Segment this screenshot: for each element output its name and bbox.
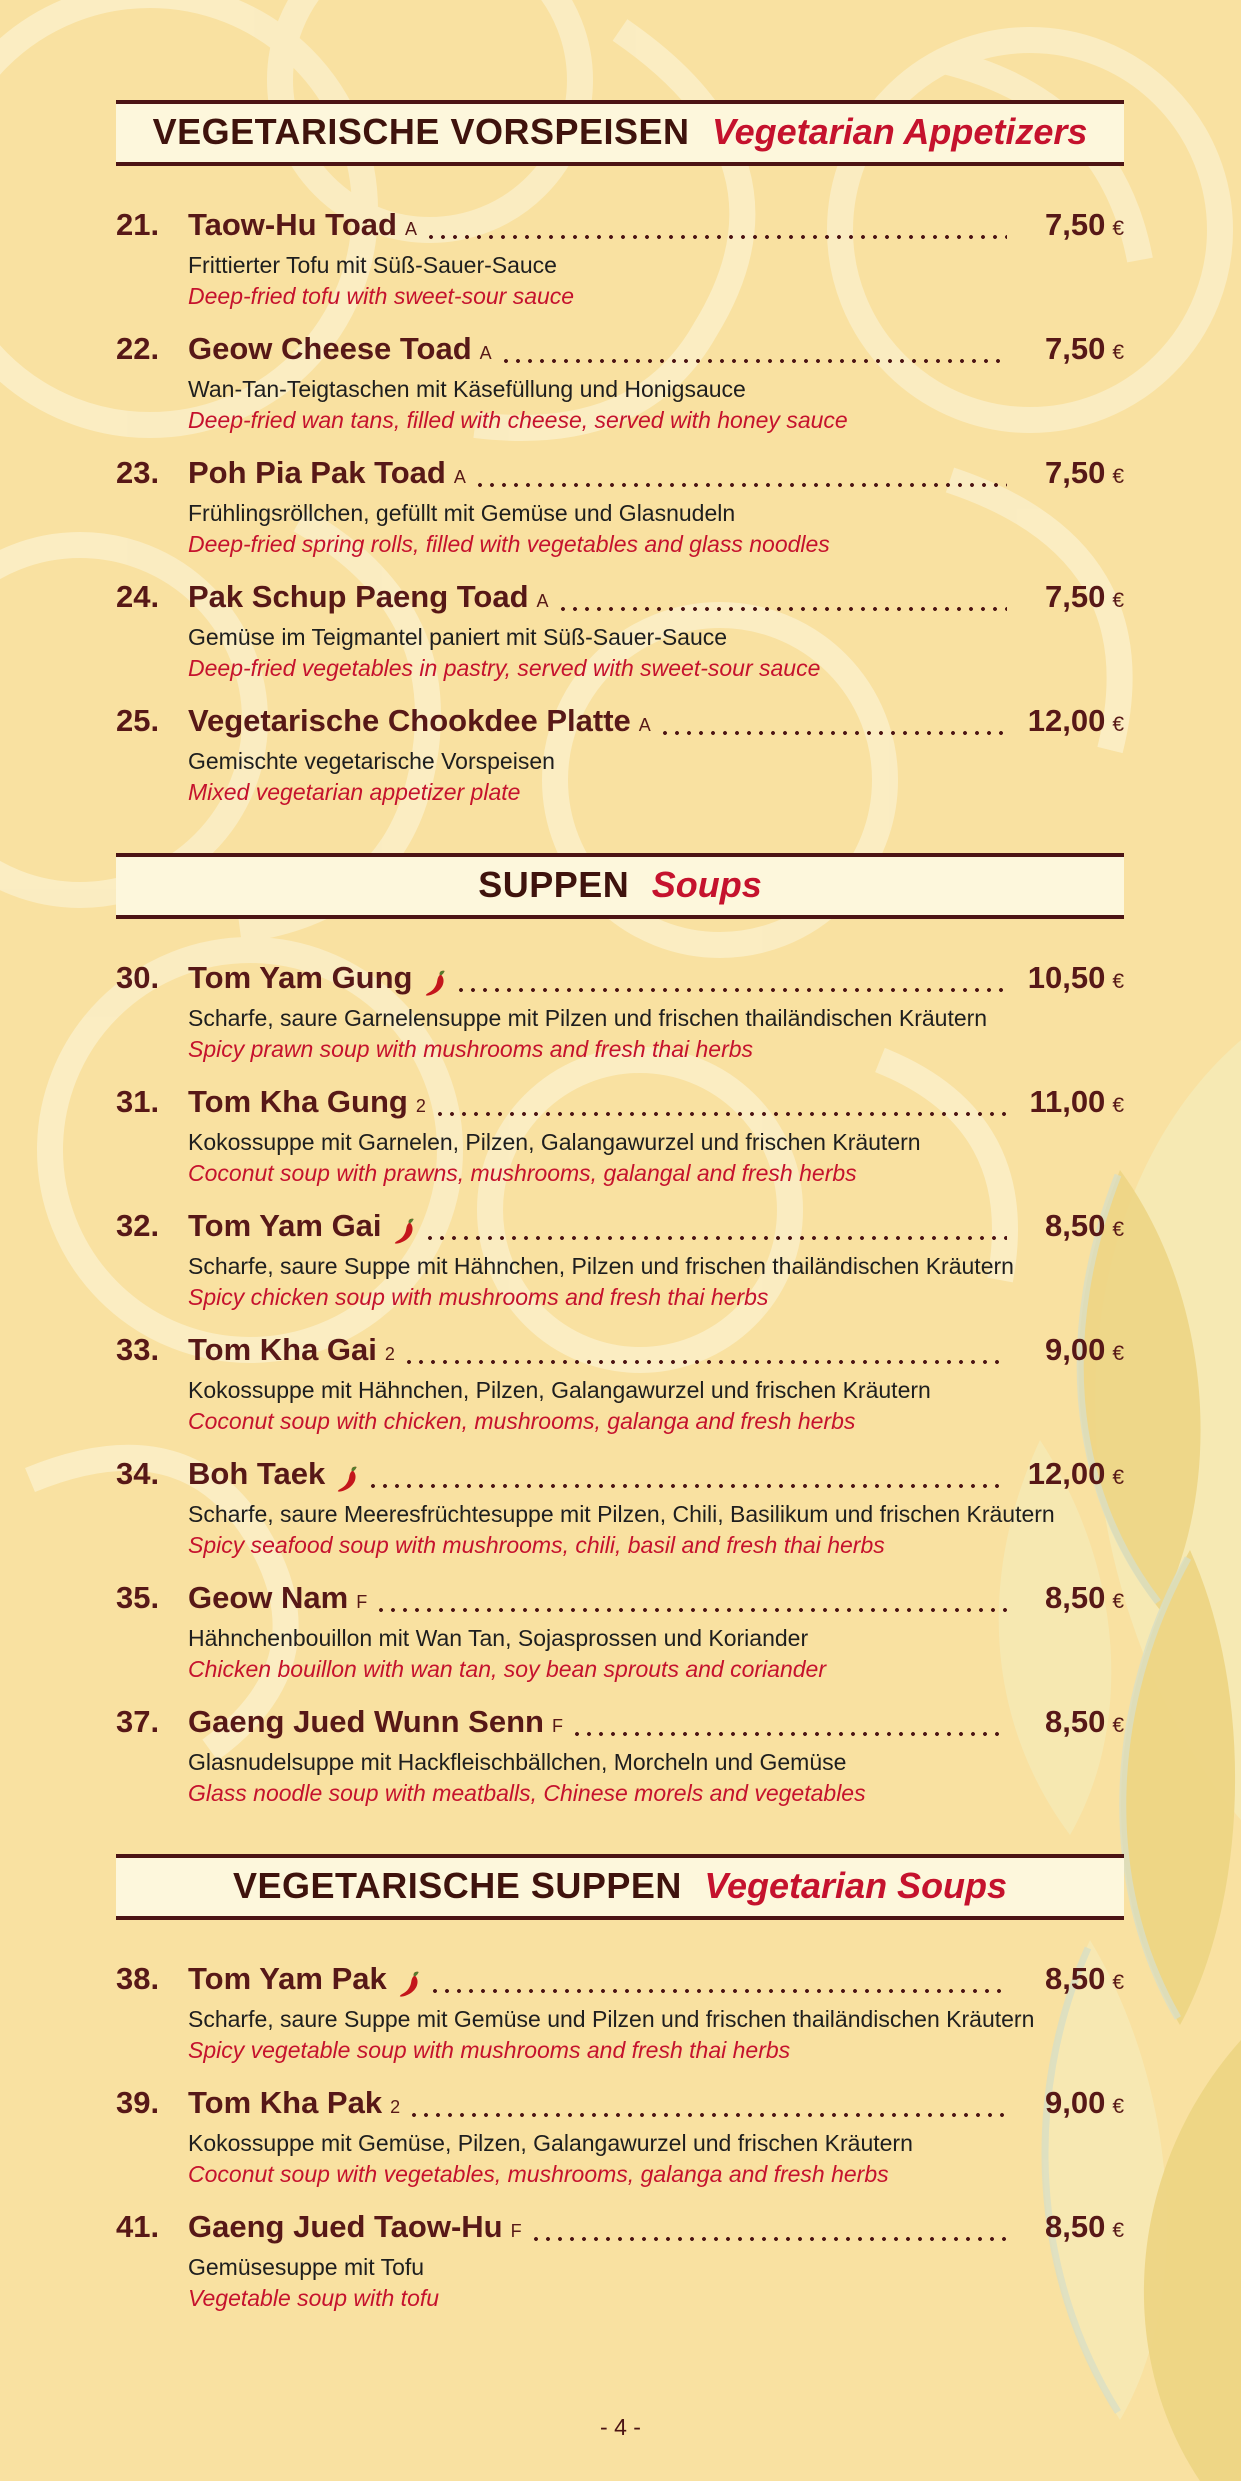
menu-item (116, 2084, 1124, 2189)
item-number: 30. (116, 960, 160, 995)
allergen-mark: F (551, 1716, 563, 1736)
allergen-mark: A (536, 591, 549, 611)
item-row (116, 1083, 1124, 1125)
item-title: Tom Yam Gung (188, 960, 413, 995)
dotted-leader (425, 235, 1007, 239)
item-title: Taow-Hu Toad (188, 207, 397, 242)
item-desc-en: Spicy seafood soup with mushrooms, chili, basil and fresh thai herbs (188, 1532, 885, 1558)
dotted-leader (408, 2113, 1007, 2117)
item-number: 41. (116, 2209, 160, 2244)
item-title: Pak Schup Paeng Toad (188, 579, 529, 614)
section-title-en: Soups (651, 864, 762, 905)
dotted-leader (659, 731, 1008, 735)
dotted-leader (530, 2237, 1008, 2241)
item-desc-en: Coconut soup with vegetables, mushrooms, galanga and fresh herbs (188, 2161, 889, 2187)
menu-item (116, 1703, 1124, 1808)
euro-sign: € (1112, 1094, 1124, 1117)
item-number: 32. (116, 1208, 160, 1243)
item-price: 10,50 (1027, 960, 1106, 995)
section-header (116, 1854, 1124, 1920)
euro-sign: € (1112, 465, 1124, 488)
item-row (116, 578, 1124, 620)
menu-item (116, 330, 1124, 435)
item-title: Tom Kha Gai (188, 1332, 377, 1367)
item-title: Tom Kha Gung (188, 1084, 408, 1119)
item-price: 11,00 (1029, 1084, 1106, 1119)
section-header (116, 853, 1124, 919)
item-number: 35. (116, 1580, 160, 1615)
item-number: 25. (116, 703, 160, 738)
item-row (116, 1207, 1124, 1249)
chili-icon (335, 1464, 359, 1494)
allergen-mark: 2 (415, 1096, 426, 1116)
item-number: 37. (116, 1704, 160, 1739)
menu-item (116, 1455, 1124, 1560)
item-price: 7,50 (1044, 331, 1106, 366)
item-desc-de: Wan-Tan-Teigtaschen mit Käsefüllung und Honigsauce (188, 376, 746, 402)
item-desc-en: Coconut soup with chicken, mushrooms, galanga and fresh herbs (188, 1408, 856, 1434)
allergen-mark: A (453, 467, 466, 487)
allergen-mark: A (479, 343, 492, 363)
menu-section (116, 1854, 1124, 2313)
item-row (116, 206, 1124, 248)
item-number: 23. (116, 455, 160, 490)
section-header (116, 100, 1124, 166)
item-number: 33. (116, 1332, 160, 1367)
section-items (116, 919, 1124, 1808)
item-number: 31. (116, 1084, 160, 1119)
dotted-leader (403, 1360, 1007, 1364)
dotted-leader (434, 1112, 1007, 1116)
section-items (116, 1920, 1124, 2313)
item-row (116, 2208, 1124, 2250)
item-price: 8,50 (1044, 1961, 1106, 1996)
euro-sign: € (1112, 1466, 1124, 1489)
euro-sign: € (1112, 713, 1124, 736)
item-desc-en: Glass noodle soup with meatballs, Chinese morels and vegetables (188, 1780, 866, 1806)
item-price: 8,50 (1044, 1704, 1106, 1739)
item-row (116, 1579, 1124, 1621)
dotted-leader (500, 359, 1008, 363)
euro-sign: € (1112, 341, 1124, 364)
euro-sign: € (1112, 970, 1124, 993)
item-title: Boh Taek (188, 1456, 326, 1491)
item-number: 24. (116, 579, 160, 614)
chili-icon (392, 1216, 416, 1246)
item-desc-en: Spicy vegetable soup with mushrooms and fresh thai herbs (188, 2037, 791, 2063)
euro-sign: € (1112, 217, 1124, 240)
item-desc-de: Scharfe, saure Garnelensuppe mit Pilzen und frischen thailändischen Kräutern (188, 1005, 988, 1031)
euro-sign: € (1112, 589, 1124, 612)
menu-item (116, 206, 1124, 311)
section-items (116, 166, 1124, 807)
allergen-mark: A (404, 219, 417, 239)
item-price: 12,00 (1027, 703, 1106, 738)
menu-content (116, 0, 1124, 2332)
item-title: Gaeng Jued Taow-Hu (188, 2209, 503, 2244)
item-desc-en: Spicy chicken soup with mushrooms and fresh thai herbs (188, 1284, 769, 1310)
item-number: 34. (116, 1456, 160, 1491)
section-title-de: VEGETARISCHE VORSPEISEN (152, 111, 690, 152)
dotted-leader (429, 1989, 1008, 1993)
item-desc-de: Gemüsesuppe mit Tofu (188, 2254, 425, 2280)
item-row (116, 330, 1124, 372)
item-title: Tom Yam Pak (188, 1961, 387, 1996)
item-title: Geow Nam (188, 1580, 349, 1615)
euro-sign: € (1112, 1342, 1124, 1365)
page-number: - 4 - (600, 2414, 641, 2440)
section-title-de: SUPPEN (478, 864, 630, 905)
item-desc-en: Deep-fried tofu with sweet-sour sauce (188, 283, 575, 309)
item-desc-de: Kokossuppe mit Gemüse, Pilzen, Galangawurzel und frischen Kräutern (188, 2130, 913, 2156)
euro-sign: € (1112, 1218, 1124, 1241)
allergen-mark: 2 (390, 2097, 401, 2117)
dotted-leader (367, 1484, 1007, 1488)
item-desc-de: Frühlingsröllchen, gefüllt mit Gemüse und Glasnudeln (188, 500, 736, 526)
menu-item (116, 1331, 1124, 1436)
euro-sign: € (1112, 1714, 1124, 1737)
allergen-mark: 2 (384, 1344, 395, 1364)
item-title: Tom Kha Pak (188, 2085, 383, 2120)
item-price: 9,00 (1044, 1332, 1106, 1367)
item-row (116, 1703, 1124, 1745)
chili-icon (423, 968, 447, 998)
allergen-mark: F (356, 1592, 368, 1612)
section-title-en: Vegetarian Appetizers (711, 111, 1088, 152)
item-desc-en: Deep-fried vegetables in pastry, served with sweet-sour sauce (188, 655, 821, 681)
item-price: 7,50 (1044, 207, 1106, 242)
menu-item (116, 702, 1124, 807)
item-row (116, 702, 1124, 744)
menu-item (116, 2208, 1124, 2313)
item-desc-en: Deep-fried spring rolls, filled with vegetables and glass noodles (188, 531, 830, 557)
item-desc-de: Glasnudelsuppe mit Hackfleischbällchen, Morcheln und Gemüse (188, 1749, 847, 1775)
dotted-leader (375, 1608, 1007, 1612)
euro-sign: € (1112, 2219, 1124, 2242)
menu-section (116, 100, 1124, 807)
item-row (116, 1960, 1124, 2002)
section-title-de: VEGETARISCHE SUPPEN (232, 1865, 682, 1906)
item-row (116, 959, 1124, 1001)
item-desc-en: Mixed vegetarian appetizer plate (188, 779, 521, 805)
item-price: 12,00 (1027, 1456, 1106, 1491)
dotted-leader (571, 1732, 1007, 1736)
menu-item (116, 578, 1124, 683)
allergen-mark: A (638, 715, 651, 735)
dotted-leader (474, 483, 1007, 487)
section-title-en: Vegetarian Soups (704, 1865, 1008, 1906)
item-desc-de: Gemüse im Teigmantel paniert mit Süß-Sauer-Sauce (188, 624, 728, 650)
item-title: Geow Cheese Toad (188, 331, 472, 366)
dotted-leader (424, 1236, 1008, 1240)
item-desc-en: Deep-fried wan tans, filled with cheese, served with honey sauce (188, 407, 848, 433)
allergen-mark: F (510, 2221, 522, 2241)
menu-item (116, 1207, 1124, 1312)
item-title: Poh Pia Pak Toad (188, 455, 446, 490)
item-desc-de: Gemischte vegetarische Vorspeisen (188, 748, 555, 774)
item-row (116, 1455, 1124, 1497)
item-price: 8,50 (1044, 1580, 1106, 1615)
item-desc-de: Scharfe, saure Suppe mit Hähnchen, Pilzen und frischen thailändischen Kräutern (188, 1253, 1014, 1279)
item-title: Gaeng Jued Wunn Senn (188, 1704, 544, 1739)
menu-item (116, 1579, 1124, 1684)
item-price: 8,50 (1044, 2209, 1106, 2244)
dotted-leader (455, 988, 1008, 992)
item-desc-en: Spicy prawn soup with mushrooms and fresh thai herbs (188, 1036, 754, 1062)
item-price: 7,50 (1044, 579, 1106, 614)
item-number: 39. (116, 2085, 160, 2120)
menu-item (116, 959, 1124, 1064)
item-desc-de: Scharfe, saure Suppe mit Gemüse und Pilzen und frischen thailändischen Kräutern (188, 2006, 1035, 2032)
item-row (116, 454, 1124, 496)
euro-sign: € (1112, 1971, 1124, 1994)
menu-section (116, 853, 1124, 1808)
item-row (116, 1331, 1124, 1373)
euro-sign: € (1112, 2095, 1124, 2118)
euro-sign: € (1112, 1590, 1124, 1613)
item-price: 9,00 (1044, 2085, 1106, 2120)
item-title: Tom Yam Gai (188, 1208, 382, 1243)
item-number: 22. (116, 331, 160, 366)
item-desc-de: Kokossuppe mit Hähnchen, Pilzen, Galangawurzel und frischen Kräutern (188, 1377, 931, 1403)
item-desc-en: Chicken bouillon with wan tan, soy bean sprouts and coriander (188, 1656, 826, 1682)
item-number: 38. (116, 1961, 160, 1996)
item-number: 21. (116, 207, 160, 242)
chili-icon (397, 1969, 421, 1999)
item-desc-de: Scharfe, saure Meeresfrüchtesuppe mit Pilzen, Chili, Basilikum und frischen Kräutern (188, 1501, 1055, 1527)
item-price: 7,50 (1044, 455, 1106, 490)
item-title: Vegetarische Chookdee Platte (188, 703, 631, 738)
item-price: 8,50 (1044, 1208, 1106, 1243)
menu-item (116, 454, 1124, 559)
item-desc-en: Coconut soup with prawns, mushrooms, galangal and fresh herbs (188, 1160, 857, 1186)
menu-item (116, 1083, 1124, 1188)
item-desc-de: Kokossuppe mit Garnelen, Pilzen, Galangawurzel und frischen Kräutern (188, 1129, 921, 1155)
item-desc-de: Hähnchenbouillon mit Wan Tan, Sojasprossen und Koriander (188, 1625, 809, 1651)
dotted-leader (557, 607, 1008, 611)
menu-item (116, 1960, 1124, 2065)
item-row (116, 2084, 1124, 2126)
item-desc-de: Frittierter Tofu mit Süß-Sauer-Sauce (188, 252, 557, 278)
item-desc-en: Vegetable soup with tofu (188, 2285, 440, 2311)
